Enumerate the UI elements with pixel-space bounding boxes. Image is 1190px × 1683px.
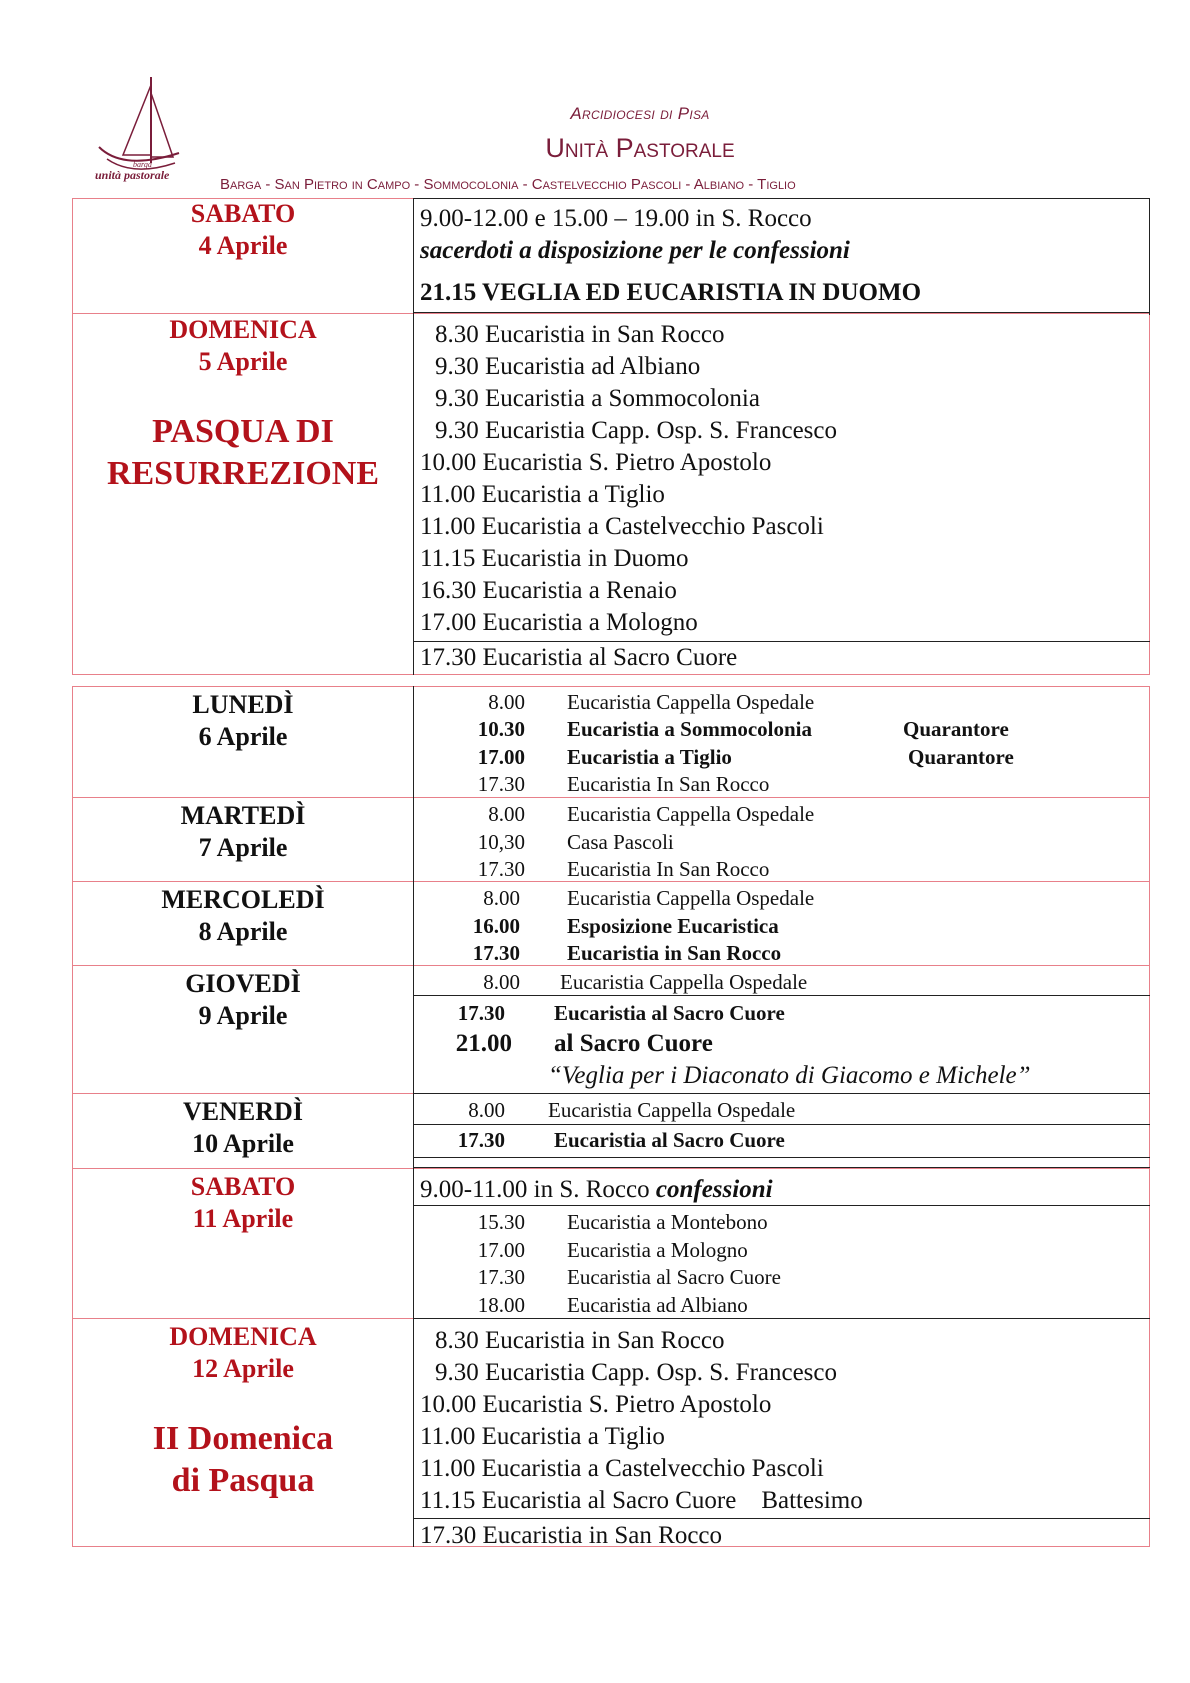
time: 17.30 <box>457 1128 505 1152</box>
sat4-hours: 9.00-12.00 e 15.00 – 19.00 in S. Rocco <box>420 205 812 232</box>
desc: Eucaristia Cappella Ospedale <box>567 886 815 910</box>
pastoral-unit-title: Unità Pastorale <box>545 133 735 163</box>
day-label-mon6: LUNEDÌ 6 Aprile <box>192 690 294 751</box>
time: 10.30 <box>477 717 525 741</box>
time: 18.00 <box>477 1293 525 1317</box>
time: 8.00 <box>488 802 525 826</box>
sat4-confessions: sacerdoti a disposizione per le confessioni <box>420 237 850 264</box>
time: 17.30 <box>477 772 525 796</box>
time: 8.00 <box>468 1098 505 1122</box>
desc: Eucaristia Cappella Ospedale <box>567 802 815 826</box>
day-label-fri10: VENERDÌ 10 Aprile <box>183 1097 303 1158</box>
parish-logo <box>93 75 185 185</box>
vigil-diaconate: “Veglia per i Diaconato di Giacomo e Michele” <box>548 1062 1031 1089</box>
parishes-list: Barga - San Pietro in Campo - Sommocolonia - Castelvecchio Pascoli - Albiano - Tiglio <box>220 176 796 193</box>
list-item: 16.30 Eucaristia a Renaio <box>420 577 677 604</box>
day-label-sun12: DOMENICA 12 Aprile <box>169 1322 317 1383</box>
feast-second-sunday: II Domenica di Pasqua <box>152 1420 334 1499</box>
day-label-sat4: SABATO 4 Aprile <box>190 199 296 260</box>
note: Quarantore <box>903 717 1009 741</box>
time: 17.00 <box>477 745 525 769</box>
list-item: 11.15 Eucaristia in Duomo <box>420 545 689 572</box>
list-item: 11.15 Eucaristia al Sacro Cuore Battesimo <box>420 1487 863 1514</box>
list-item: 9.30 Eucaristia Capp. Osp. S. Francesco <box>435 417 838 444</box>
desc: Eucaristia In San Rocco <box>567 857 770 881</box>
svg-text:unità pastorale: unità pastorale <box>95 168 170 182</box>
time: 8.00 <box>483 970 520 994</box>
desc: Eucaristia a Tiglio <box>567 745 732 769</box>
list-item: 10.00 Eucaristia S. Pietro Apostolo <box>420 1391 772 1418</box>
time: 17.30 <box>472 941 520 965</box>
time: 15.30 <box>477 1210 525 1234</box>
desc: Eucaristia Cappella Ospedale <box>560 970 808 994</box>
desc: Eucaristia a Mologno <box>567 1238 748 1262</box>
desc: Eucaristia al Sacro Cuore <box>554 1128 785 1152</box>
day-label-tue7: MARTEDÌ 7 Aprile <box>180 801 306 862</box>
time: 21.00 <box>455 1030 512 1057</box>
time: 17.00 <box>477 1238 525 1262</box>
list-item: 9.30 Eucaristia ad Albiano <box>435 353 701 380</box>
list-item: 8.30 Eucaristia in San Rocco <box>435 1327 725 1354</box>
desc: Eucaristia a Sommocolonia <box>567 717 812 741</box>
list-item: 11.00 Eucaristia a Castelvecchio Pascoli <box>420 1455 824 1482</box>
list-item: 17.30 Eucaristia in San Rocco <box>420 1522 723 1549</box>
list-item: 11.00 Eucaristia a Tiglio <box>420 1423 665 1450</box>
day-label-thu9: GIOVEDÌ 9 Aprile <box>185 969 301 1030</box>
sat4-vigil: 21.15 VEGLIA ED EUCARISTIA IN DUOMO <box>420 279 922 306</box>
day-label-sat11: SABATO 11 Aprile <box>190 1172 296 1233</box>
list-item: 9.30 Eucaristia a Sommocolonia <box>435 385 760 412</box>
desc: Eucaristia ad Albiano <box>567 1293 748 1317</box>
list-item: 11.00 Eucaristia a Castelvecchio Pascoli <box>420 513 824 540</box>
desc: Eucaristia a Montebono <box>567 1210 768 1234</box>
desc: Eucaristia Cappella Ospedale <box>548 1098 796 1122</box>
list-item: 11.00 Eucaristia a Tiglio <box>420 481 665 508</box>
desc: Eucaristia Cappella Ospedale <box>567 690 815 714</box>
desc: Eucaristia in San Rocco <box>567 941 782 965</box>
time: 8.00 <box>483 886 520 910</box>
time: 10,30 <box>477 830 525 854</box>
list-item: 9.30 Eucaristia Capp. Osp. S. Francesco <box>435 1359 838 1386</box>
day-label-wed8: MERCOLEDÌ 8 Aprile <box>161 885 325 946</box>
desc: Eucaristia In San Rocco <box>567 772 770 796</box>
desc: Eucaristia al Sacro Cuore <box>567 1265 781 1289</box>
desc: Casa Pascoli <box>567 830 674 854</box>
note: Quarantore <box>908 745 1014 769</box>
time: 17.30 <box>477 1265 525 1289</box>
list-item: 17.30 Eucaristia al Sacro Cuore <box>420 644 738 671</box>
time: 17.30 <box>457 1001 505 1025</box>
list-item: 8.30 Eucaristia in San Rocco <box>435 321 725 348</box>
svg-text:barga: barga <box>133 160 152 169</box>
feast-easter: PASQUA DI RESURREZIONE <box>106 413 380 492</box>
desc: Eucaristia al Sacro Cuore <box>554 1001 785 1025</box>
diocese-title: Arcidiocesi di Pisa <box>570 104 710 123</box>
desc: al Sacro Cuore <box>554 1030 713 1057</box>
time: 8.00 <box>488 690 525 714</box>
sat11-confessions: 9.00-11.00 in S. Rocco confessioni <box>420 1176 773 1203</box>
time: 16.00 <box>472 914 520 938</box>
time: 17.30 <box>477 857 525 881</box>
desc: Esposizione Eucaristica <box>567 914 779 938</box>
list-item: 17.00 Eucaristia a Mologno <box>420 609 698 636</box>
day-label-sun5: DOMENICA 5 Aprile <box>169 315 317 376</box>
list-item: 10.00 Eucaristia S. Pietro Apostolo <box>420 449 772 476</box>
